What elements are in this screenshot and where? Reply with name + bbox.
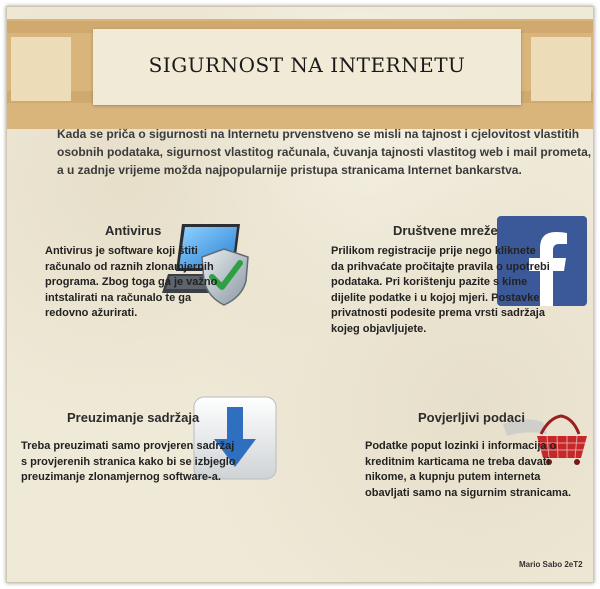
download-line: preuzimanje zlonamjernog software-a.	[21, 471, 221, 483]
social-line: podataka. Pri korištenju pazite s kime	[331, 276, 528, 288]
header-side-panel-right	[531, 37, 591, 101]
author-credit: Mario Sabo 2eT2	[519, 560, 583, 569]
trusted-line: Podatke poput lozinki i informacija o	[365, 440, 557, 452]
social-line: Prilikom registracije prije nego kliknete	[331, 245, 536, 257]
intro-line: Kada se priča o sigurnosti na Internetu prvenstveno se misli na tajnost i cjelovitost vlastitih	[57, 127, 580, 141]
trusted-title: Povjerljivi podaci	[418, 410, 525, 425]
trusted-text	[365, 439, 571, 501]
download-line: s provjerenih stranica kako bi se izbjeglo	[21, 455, 236, 468]
antivirus-line: redovno ažurirati.	[45, 307, 138, 319]
social-text	[331, 244, 550, 337]
trusted-line: nikome, a kupnju putem interneta	[365, 471, 541, 483]
title-box	[93, 29, 521, 105]
trusted-line: kreditnim karticama ne treba davati	[365, 455, 550, 468]
intro-line: a u zadnje vrijeme možda najpopularnije pristupa stranicama Internet bankarstva.	[57, 163, 522, 177]
antivirus-title: Antivirus	[105, 223, 162, 238]
download-title: Preuzimanje sadržaja	[67, 410, 200, 425]
antivirus-text	[45, 244, 217, 322]
intro-line: osobnih podataka, sigurnost vlastitog računala, čuvanja tajnosti vlastitog web i mail prometa,	[57, 145, 592, 159]
download-line: Treba preuzimati samo provjeren sadržaj	[21, 440, 235, 452]
antivirus-line: intstalirati na računalo te ga	[45, 291, 192, 304]
download-text	[21, 439, 236, 486]
social-line: privatnosti podesite prema vrsti sadržaja	[331, 307, 545, 319]
antivirus-line: računalo od raznih zlonamjernih	[45, 260, 214, 273]
infographic-page	[6, 6, 594, 583]
social-line: dijelite podatke i u kojoj mjeri. Postavke	[331, 291, 540, 304]
social-line: kojeg objavljujete.	[331, 322, 427, 335]
intro-paragraph	[57, 125, 592, 179]
social-title: Društvene mreže	[393, 223, 498, 238]
page-title: SIGURNOST NA INTERNETU	[148, 53, 466, 77]
social-line: da prihvaćate pročitajte pravila o upotrebi	[331, 260, 550, 273]
antivirus-line: programa. Zbog toga ga je važno	[45, 276, 218, 288]
header-side-panel-left	[11, 37, 71, 101]
antivirus-line: Antivirus je software koji štiti	[45, 245, 198, 257]
trusted-line: obavljati samo na sigurnim stranicama.	[365, 486, 572, 499]
